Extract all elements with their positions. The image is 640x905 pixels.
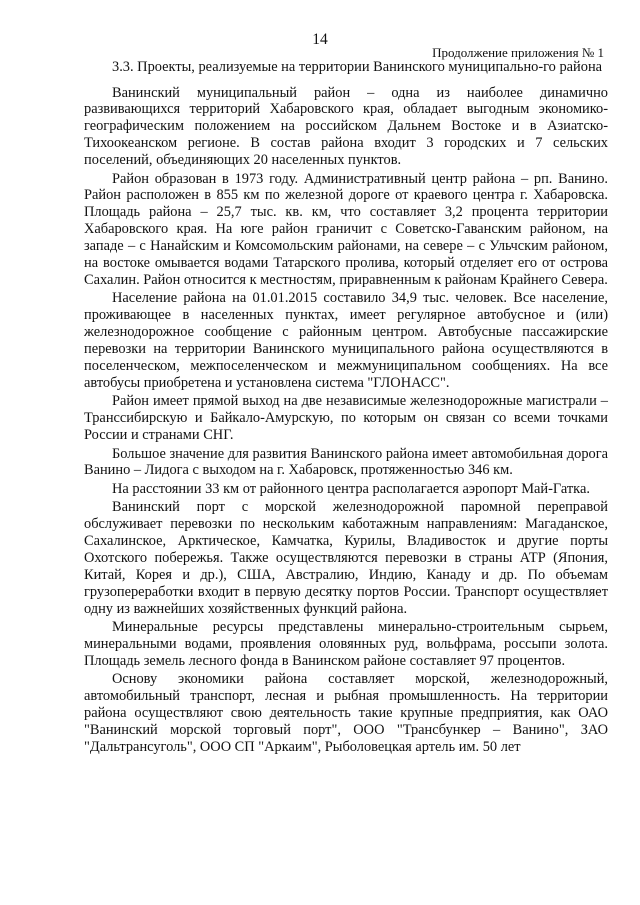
section-title: 3.3. Проекты, реализуемые на территории Ванинского муниципально-го района — [112, 59, 603, 75]
paragraph-district-geography: Район образован в 1973 году. Административный центр района – рп. Ванино. Район расположен в 855 км по железной дороге от краевого центра г. Хабаровска. Площадь района – 25,7 тыс. кв. км, что составляет 3,2 процента территории Хабаровского края. На юге район граничит с Советско-Гаванским районом, на западе – с Нанайским и Комсомольским районами, на севере – с Ульчским районом, на востоке омывается водами Татарского пролива, который отделяет его от острова Сахалин. Район относится к местностям, приравненным к районам Крайнего Севера. — [84, 170, 608, 288]
paragraph-seaport: Ванинский порт с морской железнодорожной паромной переправой обслуживает перевозки по нескольким каботажным направлениям: Магаданское, Сахалинское, Арктическое, Камчатка, Курилы, Владивосток и другие порты Охотского побережья. Также осуществляются перевозки в страны АТР (Япония, Китай, Корея и др.), США, Австралию, Индию, Канаду и др. По объемам грузопереработки входит в первую десятку портов России. Транспорт осуществляет одну из важнейших хозяйственных функций района. — [84, 499, 608, 617]
paragraph-railways: Район имеет прямой выход на две независимые железнодорожные магистрали – Транссибирскую и Байкало-Амурскую, по которым он связан со всеми точками России и странами СНГ. — [84, 393, 608, 444]
paragraph-economy: Основу экономики района составляет морской, железнодорожный, автомобильный транспорт, лесная и рыбная промышленность. На территории района осуществляют свою деятельность такие крупные предприятия, как ОАО "Ванинский морской торговый порт", ООО "Трансбункер – Ванино", ЗАО "Дальтрансуголь", ООО СП "Аркаим", Рыболовецкая артель им. 50 лет — [84, 671, 608, 755]
paragraph-mineral-resources: Минеральные ресурсы представлены минерально-строительным сырьем, минеральными водами, проявления оловянных руд, вольфрама, россыпи золота. Площадь земель лесного фонда в Ванинском районе составляет 97 процентов. — [84, 619, 608, 669]
paragraph-airport: На расстоянии 33 км от районного центра располагается аэропорт Май-Гатка. — [112, 480, 590, 497]
document-body — [84, 60, 608, 756]
page-number: 14 — [312, 31, 328, 48]
paragraph-population-transport: Население района на 01.01.2015 составило 34,9 тыс. человек. Все население, проживающее в населенных пунктах, имеет регулярное автобусное и (или) железнодорожное сообщение с районным центром. Автобусные пассажирские перевозки на территории Ванинского муниципального района осуществляются в поселенческом, межпоселенческом и межмуниципальном сообщениях. На все автобусы приобретена и установлена система "ГЛОНАСС". — [84, 290, 608, 391]
paragraph-district-overview: Ванинский муниципальный район – одна из наиболее динамично развивающихся территорий Хабаровского края, обладает выгодным экономико-географическим положением на российском Дальнем Востоке и в Азиатско-Тихоокеанском регионе. В состав района входит 3 городских и 7 сельских поселений, объединяющих 20 населенных пунктов. — [84, 84, 608, 169]
paragraph-highway: Большое значение для развития Ванинского района имеет автомобильная дорога Ванино – Лидога с выходом на г. Хабаровск, протяженностью 346 км. — [84, 445, 608, 479]
appendix-continuation-note: Продолжение приложения № 1 — [432, 45, 604, 60]
